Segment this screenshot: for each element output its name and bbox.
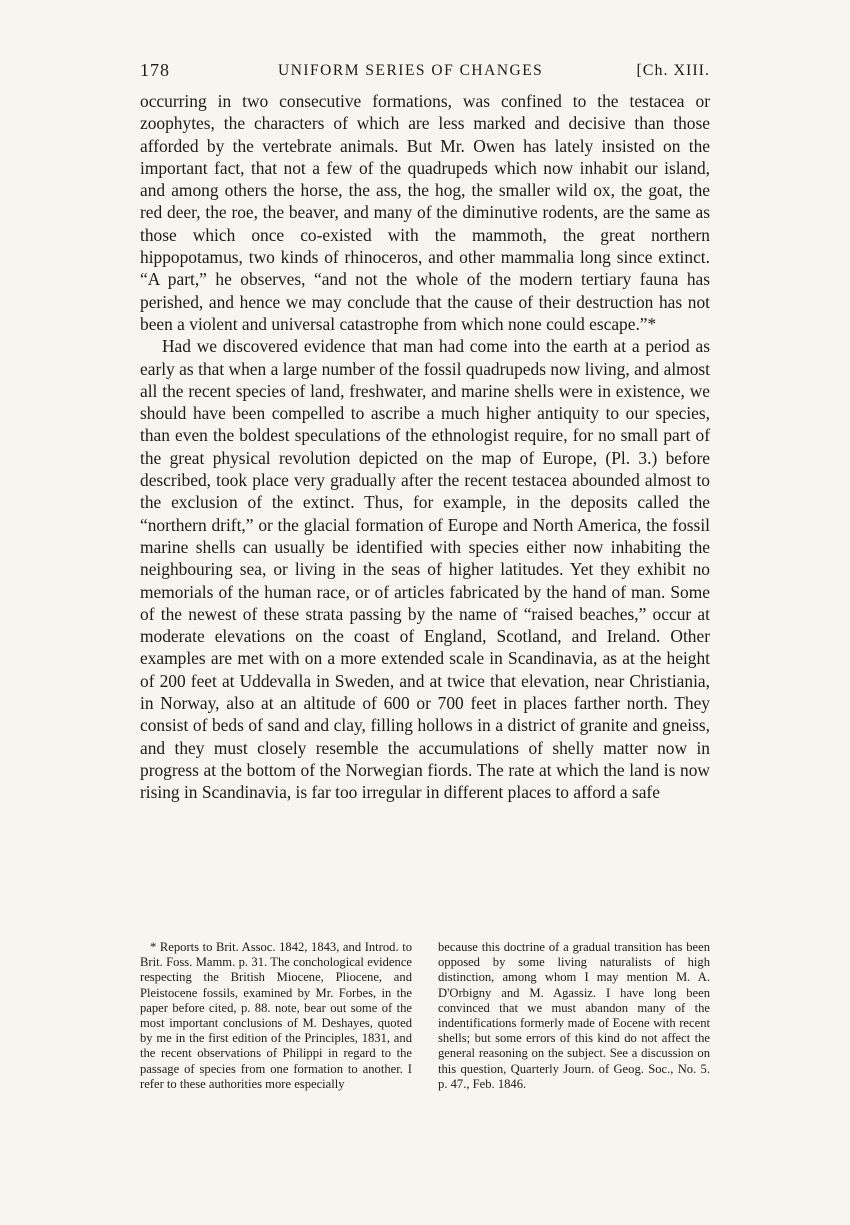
page-number: 178 xyxy=(140,60,170,80)
footnote-column-left: * Reports to Brit. Assoc. 1842, 1843, and Introd. to Brit. Foss. Mamm. p. 31. The conchological evidence respecting the British Miocene, Pliocene, and Pleistocene fossils, examined by Mr. Forbes, in the paper before cited, p. 88. note, bear out some of the most important conclusions of M. Deshayes, quoted by me in the first edition of the Principles, 1831, and the recent observations of Philippi in regard to the passage of species from one formation to another. I refer to these authorities more especially xyxy=(140,940,412,1091)
page-header xyxy=(140,60,710,88)
paragraph-continued: occurring in two consecutive formations, was confined to the testacea or zoophytes, the characters of which are less marked and decisive than those afforded by the vertebrate animals. But Mr. Owen has lately insisted on the important fact, that not a few of the quadrupeds which now inhabit our island, and among others the horse, the ass, the hog, the smaller wild ox, the goat, the red deer, the roe, the beaver, and many of the diminutive rodents, are the same as those which once co-existed with the mammoth, the great northern hippopotamus, two kinds of rhinoceros, and other mammalia long since extinct. “A part,” he observes, “and not the whole of the modern tertiary fauna has perished, and hence we may conclude that the cause of their destruction has not been a violent and universal catastrophe from which none could escape.”* xyxy=(140,91,710,334)
book-page xyxy=(140,60,710,1091)
running-title: UNIFORM SERIES OF CHANGES xyxy=(278,62,544,79)
footnote-column-right: because this doctrine of a gradual transition has been opposed by some living naturalists of high distinction, among whom I may mention M. A. D'Orbigny and M. Agassiz. I have long been convinced that we must abandon many of the indentifications formerly made of Eocene with recent shells; but some errors of this kind do not affect the general reasoning on the subject. See a discussion on this question, Quarterly Journ. of Geog. Soc., No. 5. p. 47., Feb. 1846. xyxy=(438,940,710,1091)
footnotes xyxy=(140,940,710,1092)
paragraph: Had we discovered evidence that man had come into the earth at a period as early as that when a large number of the fossil quadrupeds now living, and almost all the recent species of land, freshwater, and marine shells were in existence, we should have been compelled to ascribe a much higher antiquity to our species, than even the boldest speculations of the ethnologist require, for no small part of the great physical revolution depicted on the map of Europe, (Pl. 3.) before described, took place very gradually after the recent testacea abounded almost to the exclusion of the extinct. Thus, for example, in the deposits called the “northern drift,” or the glacial formation of Europe and North America, the fossil marine shells can usually be identified with species either now inhabiting the neighbouring sea, or living in the seas of higher latitudes. Yet they exhibit no memorials of the human race, or of articles fabricated by the hand of man. Some of the newest of these strata passing by the name of “raised beaches,” occur at moderate elevations on the coast of England, Scotland, and Ireland. Other examples are met with on a more extended scale in Scandinavia, as at the height of 200 feet at Uddevalla in Sweden, and at twice that elevation, near Christiania, in Norway, also at an altitude of 600 or 700 feet in places farther north. They consist of beds of sand and clay, filling hollows in a district of granite and gneiss, and they must closely resemble the accumulations of shelly matter now in progress at the bottom of the Norwegian fiords. The rate at which the land is now rising in Scandinavia, is far too irregular in different places to afford a safe xyxy=(140,336,710,803)
chapter-label: [Ch. XIII. xyxy=(636,62,710,79)
body-text xyxy=(140,90,710,804)
